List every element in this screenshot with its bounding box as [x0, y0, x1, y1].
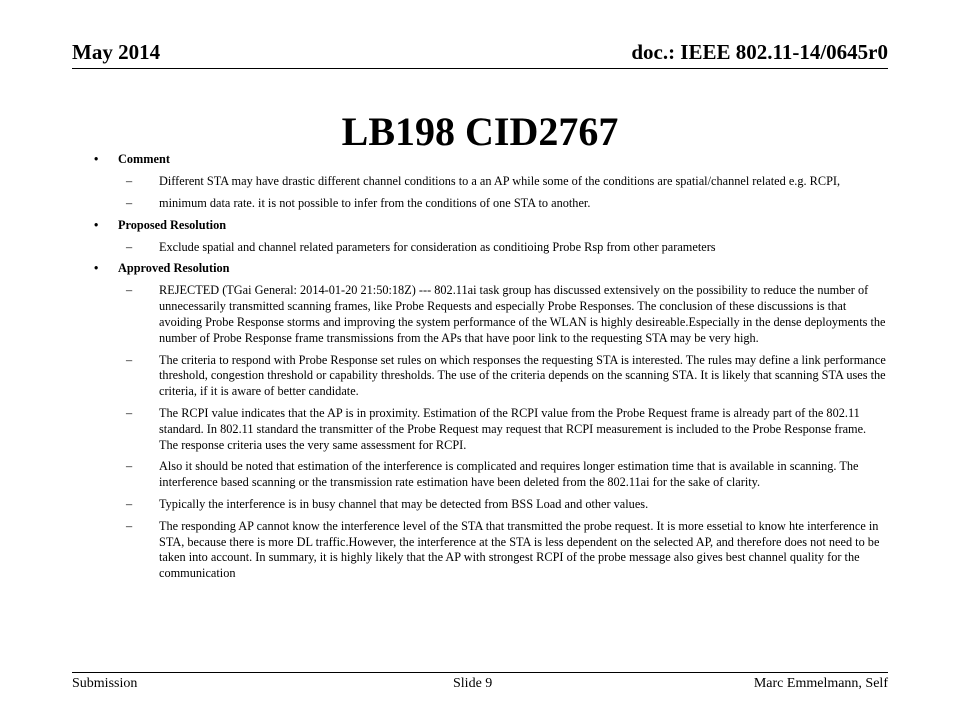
bullet-icon: •: [94, 261, 99, 276]
list-item: [0, 519, 960, 582]
dash-icon: –: [126, 518, 133, 533]
dash-icon: –: [126, 239, 133, 254]
dash-icon: –: [126, 459, 133, 474]
header-date: May 2014: [72, 40, 161, 64]
dash-icon: –: [126, 195, 133, 210]
list-item-text: The responding AP cannot know the interference level of the STA that transmitted the probe request. It is more essetial to know hte interference in STA, because there is more DL traffic.However, the interference at the STA is less dependent on the selected AP, and therefore does not need to be taken into account. In summary, it is highly likely that the AP with strongest RCPI of the probe message also gives best channel quality for the communication: [159, 518, 880, 581]
list-item: [0, 174, 960, 190]
section-heading-row: [0, 152, 960, 168]
dash-icon: –: [126, 283, 133, 298]
section-approved-resolution: [0, 261, 960, 582]
slide-title: LB198 CID2767: [341, 109, 619, 154]
footer-submission: Submission: [72, 676, 138, 691]
list-item: [0, 196, 960, 212]
dash-icon: –: [126, 496, 133, 511]
slide-number: Slide 9: [453, 676, 493, 691]
list-item-text: Different STA may have drastic different channel conditions to a an AP while some of the conditions are spatial/channel related e.g. RCPI,: [159, 174, 841, 188]
section-heading-row: [0, 218, 960, 234]
list-item: [0, 406, 960, 453]
list-item-text: minimum data rate. it is not possible to infer from the conditions of one STA to another.: [159, 195, 591, 210]
list-item: [0, 353, 960, 400]
list-item: [0, 497, 960, 513]
footer-divider: [72, 672, 888, 673]
section-heading: Proposed Resolution: [118, 217, 227, 232]
section-heading: Comment: [118, 152, 170, 166]
list-item-text: The RCPI value indicates that the AP is in proximity. Estimation of the RCPI value from the Probe Request frame is already part of the 802.11 standard. In 802.11 standard the transmitter of the Probe Request may request that RCPI measurement is included to the Probe Response frame. The response criteria uses the very same assessment for RCPI.: [159, 405, 867, 452]
list-item-text: The criteria to respond with Probe Response set rules on which responses the requesting STA is interested. The rules may define a link performance threshold, congestion threshold or capability thresholds. The use of the criteria depends on the scanning STA. It is likely that scanning STA uses the criteria, if it is aware of better candidate.: [159, 352, 886, 399]
section-proposed-resolution: [0, 218, 960, 256]
dash-icon: –: [126, 174, 133, 188]
list-item-text: REJECTED (TGai General: 2014-01-20 21:50:18Z) --- 802.11ai task group has discussed extensively on the possibility to reduce the number of unnecessarily transmitted scanning frames, like Probe Requests and especially Probe Responses. The conclusion of these discussions is that avoiding Probe Response storms and improving the system performance of the WLAN is highly desireable.Especially in the dense deployments the number of Probe Response frame transmissions from the APs that have poor link to the requesting STA may be very high.: [159, 283, 886, 345]
dash-icon: –: [126, 352, 133, 367]
list-item: [0, 283, 960, 346]
section-heading: Approved Resolution: [118, 261, 230, 276]
list-item-text: Exclude spatial and channel related parameters for consideration as conditioing Probe Rsp from other parameters: [159, 239, 716, 254]
footer-author: Marc Emmelmann, Self: [753, 676, 888, 691]
bullet-icon: •: [94, 152, 99, 166]
header-divider: [72, 68, 888, 69]
dash-icon: –: [126, 405, 133, 420]
header-doc-id: doc.: IEEE 802.11-14/0645r0: [631, 40, 888, 64]
list-item: [0, 459, 960, 491]
bullet-icon: •: [94, 217, 99, 232]
section-comment: [0, 152, 960, 212]
section-heading-row: [0, 261, 960, 277]
slide-body: [0, 152, 960, 588]
list-item: [0, 240, 960, 256]
list-item-text: Typically the interference is in busy channel that may be detected from BSS Load and other values.: [159, 496, 649, 511]
list-item-text: Also it should be noted that estimation of the interference is complicated and requires longer estimation time that is available in scanning. The interference based scanning or the transmission rate estimation have been deleted from the 802.11ai for the sake of clarity.: [159, 459, 859, 490]
